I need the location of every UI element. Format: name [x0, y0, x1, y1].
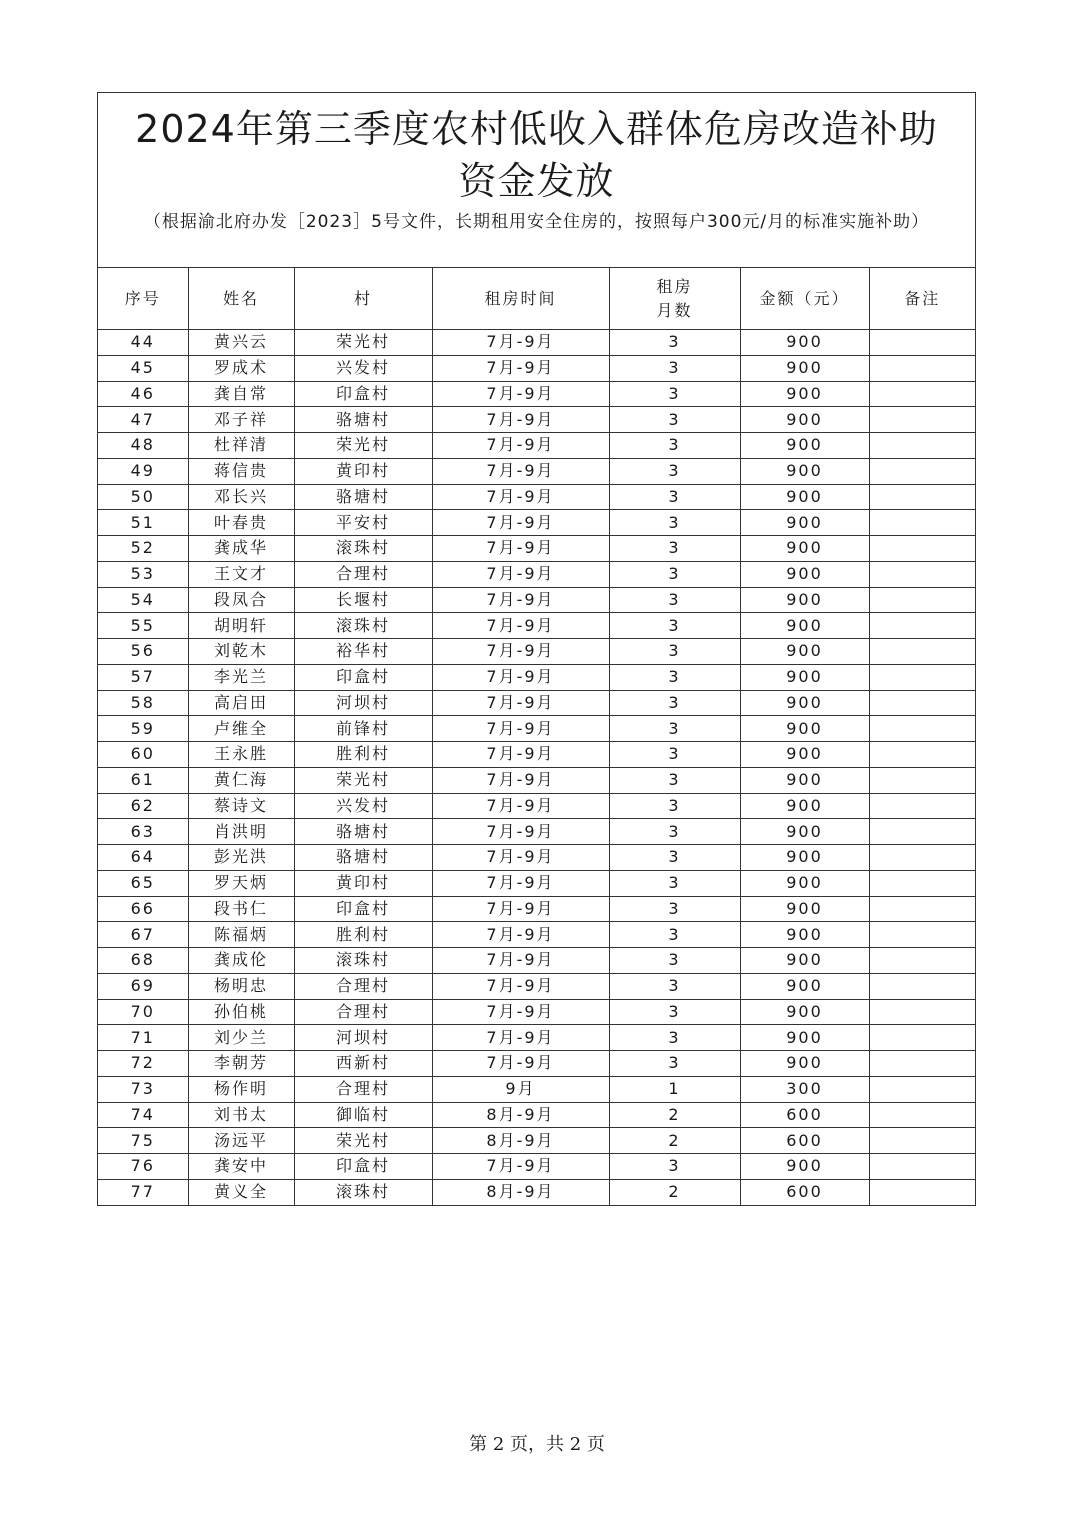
- row-rent-period: 7月-9月: [432, 767, 609, 793]
- row-amount: 900: [740, 1025, 869, 1051]
- table-row: [98, 793, 975, 819]
- row-village: 河坝村: [294, 690, 432, 716]
- row-amount: 900: [740, 948, 869, 974]
- row-months: 2: [609, 1102, 740, 1128]
- row-name: 段凤合: [188, 587, 294, 613]
- row-months: 3: [609, 407, 740, 433]
- row-amount: 900: [740, 793, 869, 819]
- row-rent-period: 7月-9月: [432, 999, 609, 1025]
- row-months: 3: [609, 613, 740, 639]
- table-body: [98, 330, 975, 1205]
- row-village: 合理村: [294, 999, 432, 1025]
- row-rent-period: 7月-9月: [432, 793, 609, 819]
- row-village: 合理村: [294, 561, 432, 587]
- row-name: 龚成伦: [188, 948, 294, 974]
- row-rent-period: 7月-9月: [432, 1051, 609, 1077]
- row-name: 黄仁海: [188, 767, 294, 793]
- row-amount: 900: [740, 922, 869, 948]
- row-village: 裕华村: [294, 639, 432, 665]
- row-name: 肖洪明: [188, 819, 294, 845]
- row-name: 蒋信贵: [188, 458, 294, 484]
- table-row: [98, 1102, 975, 1128]
- row-village: 兴发村: [294, 355, 432, 381]
- row-rent-period: 7月-9月: [432, 536, 609, 562]
- table-row: [98, 510, 975, 536]
- row-note: [869, 1076, 975, 1102]
- row-amount: 900: [740, 896, 869, 922]
- row-village: 长堰村: [294, 587, 432, 613]
- row-months: 3: [609, 484, 740, 510]
- row-number: 46: [98, 381, 188, 407]
- row-amount: 300: [740, 1076, 869, 1102]
- row-village: 骆塘村: [294, 407, 432, 433]
- row-note: [869, 536, 975, 562]
- table-row: [98, 742, 975, 768]
- row-amount: 900: [740, 433, 869, 459]
- row-months: 3: [609, 1051, 740, 1077]
- row-note: [869, 1025, 975, 1051]
- row-amount: 900: [740, 1154, 869, 1180]
- row-note: [869, 1051, 975, 1077]
- row-rent-period: 7月-9月: [432, 664, 609, 690]
- row-note: [869, 767, 975, 793]
- row-months: 3: [609, 845, 740, 871]
- row-note: [869, 716, 975, 742]
- row-months: 3: [609, 973, 740, 999]
- row-village: 御临村: [294, 1102, 432, 1128]
- row-village: 胜利村: [294, 922, 432, 948]
- row-rent-period: 7月-9月: [432, 1025, 609, 1051]
- row-name: 彭光洪: [188, 845, 294, 871]
- row-rent-period: 7月-9月: [432, 973, 609, 999]
- row-amount: 900: [740, 999, 869, 1025]
- row-note: [869, 742, 975, 768]
- table-row: [98, 973, 975, 999]
- row-village: 合理村: [294, 1076, 432, 1102]
- row-name: 陈福炳: [188, 922, 294, 948]
- row-months: 3: [609, 458, 740, 484]
- row-village: 胜利村: [294, 742, 432, 768]
- row-rent-period: 7月-9月: [432, 407, 609, 433]
- row-months: 3: [609, 561, 740, 587]
- table-row: [98, 330, 975, 356]
- row-months: 3: [609, 1154, 740, 1180]
- row-number: 61: [98, 767, 188, 793]
- row-village: 骆塘村: [294, 845, 432, 871]
- row-village: 骆塘村: [294, 819, 432, 845]
- row-rent-period: 7月-9月: [432, 896, 609, 922]
- row-note: [869, 330, 975, 356]
- row-number: 62: [98, 793, 188, 819]
- row-rent-period: 7月-9月: [432, 922, 609, 948]
- row-months: 3: [609, 742, 740, 768]
- row-amount: 900: [740, 484, 869, 510]
- row-number: 45: [98, 355, 188, 381]
- row-rent-period: 7月-9月: [432, 561, 609, 587]
- row-months: 3: [609, 767, 740, 793]
- row-amount: 900: [740, 819, 869, 845]
- row-number: 54: [98, 587, 188, 613]
- row-months: 3: [609, 433, 740, 459]
- row-rent-period: 7月-9月: [432, 948, 609, 974]
- row-village: 黄印村: [294, 870, 432, 896]
- row-name: 李光兰: [188, 664, 294, 690]
- row-name: 李朝芳: [188, 1051, 294, 1077]
- row-village: 印盒村: [294, 896, 432, 922]
- row-name: 邓子祥: [188, 407, 294, 433]
- row-months: 3: [609, 1025, 740, 1051]
- row-months: 2: [609, 1128, 740, 1154]
- row-months: 3: [609, 948, 740, 974]
- row-amount: 900: [740, 1051, 869, 1077]
- row-months: 3: [609, 381, 740, 407]
- row-village: 前锋村: [294, 716, 432, 742]
- row-number: 57: [98, 664, 188, 690]
- row-note: [869, 948, 975, 974]
- table-row: [98, 690, 975, 716]
- row-rent-period: 7月-9月: [432, 716, 609, 742]
- row-rent-period: 7月-9月: [432, 587, 609, 613]
- row-amount: 900: [740, 870, 869, 896]
- row-number: 55: [98, 613, 188, 639]
- row-months: 3: [609, 999, 740, 1025]
- row-amount: 900: [740, 639, 869, 665]
- row-name: 段书仁: [188, 896, 294, 922]
- row-number: 69: [98, 973, 188, 999]
- row-rent-period: 7月-9月: [432, 433, 609, 459]
- row-village: 荣光村: [294, 330, 432, 356]
- table-row: [98, 1051, 975, 1077]
- row-amount: 900: [740, 613, 869, 639]
- table-row: [98, 999, 975, 1025]
- row-amount: 900: [740, 381, 869, 407]
- header-months: 租房 月数: [609, 268, 740, 330]
- row-name: 龚自常: [188, 381, 294, 407]
- row-village: 河坝村: [294, 1025, 432, 1051]
- row-name: 罗成术: [188, 355, 294, 381]
- header-time: 租房时间: [432, 268, 609, 330]
- row-rent-period: 7月-9月: [432, 639, 609, 665]
- row-rent-period: 8月-9月: [432, 1179, 609, 1204]
- header-village: 村: [294, 268, 432, 330]
- row-rent-period: 7月-9月: [432, 458, 609, 484]
- row-village: 西新村: [294, 1051, 432, 1077]
- row-village: 滚珠村: [294, 948, 432, 974]
- row-number: 70: [98, 999, 188, 1025]
- row-months: 3: [609, 510, 740, 536]
- row-note: [869, 1128, 975, 1154]
- row-note: [869, 1179, 975, 1204]
- row-rent-period: 7月-9月: [432, 819, 609, 845]
- row-amount: 900: [740, 742, 869, 768]
- row-amount: 900: [740, 690, 869, 716]
- row-months: 3: [609, 896, 740, 922]
- row-name: 汤远平: [188, 1128, 294, 1154]
- row-note: [869, 690, 975, 716]
- table-row: [98, 484, 975, 510]
- row-months: 3: [609, 587, 740, 613]
- row-village: 合理村: [294, 973, 432, 999]
- row-rent-period: 8月-9月: [432, 1102, 609, 1128]
- row-rent-period: 7月-9月: [432, 870, 609, 896]
- row-name: 卢维全: [188, 716, 294, 742]
- row-note: [869, 999, 975, 1025]
- row-note: [869, 458, 975, 484]
- row-name: 刘乾木: [188, 639, 294, 665]
- document-subtitle: （根据渝北府办发［2023］5号文件，长期租用安全住房的，按照每户300元/月的标准实施补助）: [143, 212, 930, 232]
- row-number: 53: [98, 561, 188, 587]
- table-row: [98, 1076, 975, 1102]
- row-note: [869, 1102, 975, 1128]
- row-village: 滚珠村: [294, 613, 432, 639]
- table-row: [98, 639, 975, 665]
- row-note: [869, 793, 975, 819]
- row-note: [869, 407, 975, 433]
- row-amount: 600: [740, 1102, 869, 1128]
- row-note: [869, 381, 975, 407]
- row-name: 邓长兴: [188, 484, 294, 510]
- row-number: 64: [98, 845, 188, 871]
- row-number: 58: [98, 690, 188, 716]
- row-rent-period: 7月-9月: [432, 690, 609, 716]
- row-note: [869, 510, 975, 536]
- row-rent-period: 7月-9月: [432, 381, 609, 407]
- row-amount: 900: [740, 330, 869, 356]
- table-row: [98, 870, 975, 896]
- row-name: 刘少兰: [188, 1025, 294, 1051]
- table-row: [98, 613, 975, 639]
- row-note: [869, 845, 975, 871]
- row-rent-period: 9月: [432, 1076, 609, 1102]
- row-rent-period: 7月-9月: [432, 355, 609, 381]
- subsidy-table: [98, 268, 975, 1205]
- row-rent-period: 7月-9月: [432, 613, 609, 639]
- table-row: [98, 381, 975, 407]
- row-number: 44: [98, 330, 188, 356]
- table-row: [98, 433, 975, 459]
- row-note: [869, 922, 975, 948]
- row-village: 荣光村: [294, 433, 432, 459]
- row-months: 3: [609, 690, 740, 716]
- table-row: [98, 1025, 975, 1051]
- header-note: 备注: [869, 268, 975, 330]
- row-note: [869, 639, 975, 665]
- row-months: 1: [609, 1076, 740, 1102]
- table-header: [98, 268, 975, 330]
- row-note: [869, 819, 975, 845]
- row-note: [869, 613, 975, 639]
- row-name: 王文才: [188, 561, 294, 587]
- row-months: 3: [609, 922, 740, 948]
- row-name: 杨明忠: [188, 973, 294, 999]
- row-months: 3: [609, 793, 740, 819]
- row-name: 孙伯桃: [188, 999, 294, 1025]
- row-village: 滚珠村: [294, 536, 432, 562]
- row-number: 56: [98, 639, 188, 665]
- document-title: 2024年第三季度农村低收入群体危房改造补助资金发放: [135, 107, 938, 203]
- row-amount: 900: [740, 845, 869, 871]
- row-name: 蔡诗文: [188, 793, 294, 819]
- row-amount: 900: [740, 587, 869, 613]
- row-months: 2: [609, 1179, 740, 1204]
- row-village: 滚珠村: [294, 1179, 432, 1204]
- table-row: [98, 664, 975, 690]
- row-name: 龚安中: [188, 1154, 294, 1180]
- row-amount: 900: [740, 407, 869, 433]
- row-amount: 600: [740, 1179, 869, 1204]
- row-name: 刘书太: [188, 1102, 294, 1128]
- row-village: 印盒村: [294, 1154, 432, 1180]
- row-number: 60: [98, 742, 188, 768]
- row-amount: 900: [740, 458, 869, 484]
- row-name: 王永胜: [188, 742, 294, 768]
- row-rent-period: 7月-9月: [432, 1154, 609, 1180]
- table-row: [98, 355, 975, 381]
- row-name: 黄义全: [188, 1179, 294, 1204]
- row-rent-period: 7月-9月: [432, 484, 609, 510]
- table-row: [98, 767, 975, 793]
- table-row: [98, 896, 975, 922]
- row-months: 3: [609, 870, 740, 896]
- row-number: 63: [98, 819, 188, 845]
- row-number: 49: [98, 458, 188, 484]
- row-note: [869, 973, 975, 999]
- table-row: [98, 561, 975, 587]
- row-village: 平安村: [294, 510, 432, 536]
- row-number: 50: [98, 484, 188, 510]
- row-name: 高启田: [188, 690, 294, 716]
- table-row: [98, 458, 975, 484]
- row-months: 3: [609, 716, 740, 742]
- row-village: 印盒村: [294, 381, 432, 407]
- row-number: 51: [98, 510, 188, 536]
- table-row: [98, 407, 975, 433]
- row-note: [869, 561, 975, 587]
- row-number: 71: [98, 1025, 188, 1051]
- row-rent-period: 7月-9月: [432, 742, 609, 768]
- row-amount: 900: [740, 716, 869, 742]
- row-months: 3: [609, 639, 740, 665]
- row-village: 兴发村: [294, 793, 432, 819]
- table-row: [98, 536, 975, 562]
- row-number: 66: [98, 896, 188, 922]
- header-num: 序号: [98, 268, 188, 330]
- row-number: 74: [98, 1102, 188, 1128]
- table-row: [98, 819, 975, 845]
- row-name: 龚成华: [188, 536, 294, 562]
- row-months: 3: [609, 664, 740, 690]
- row-village: 印盒村: [294, 664, 432, 690]
- row-number: 59: [98, 716, 188, 742]
- table-row: [98, 587, 975, 613]
- row-amount: 900: [740, 767, 869, 793]
- row-village: 黄印村: [294, 458, 432, 484]
- row-number: 72: [98, 1051, 188, 1077]
- row-months: 3: [609, 330, 740, 356]
- row-number: 75: [98, 1128, 188, 1154]
- row-note: [869, 484, 975, 510]
- row-note: [869, 355, 975, 381]
- table-row: [98, 845, 975, 871]
- table-row: [98, 1128, 975, 1154]
- row-name: 罗天炳: [188, 870, 294, 896]
- row-note: [869, 433, 975, 459]
- row-name: 杜祥清: [188, 433, 294, 459]
- row-village: 骆塘村: [294, 484, 432, 510]
- row-months: 3: [609, 355, 740, 381]
- row-months: 3: [609, 536, 740, 562]
- row-amount: 900: [740, 355, 869, 381]
- row-months: 3: [609, 819, 740, 845]
- header-name: 姓名: [188, 268, 294, 330]
- row-number: 73: [98, 1076, 188, 1102]
- row-number: 48: [98, 433, 188, 459]
- title-block: [98, 93, 975, 268]
- row-number: 65: [98, 870, 188, 896]
- row-number: 76: [98, 1154, 188, 1180]
- row-amount: 900: [740, 664, 869, 690]
- row-village: 荣光村: [294, 1128, 432, 1154]
- row-amount: 600: [740, 1128, 869, 1154]
- row-note: [869, 664, 975, 690]
- row-village: 荣光村: [294, 767, 432, 793]
- row-number: 67: [98, 922, 188, 948]
- row-amount: 900: [740, 510, 869, 536]
- header-amount: 金额（元）: [740, 268, 869, 330]
- row-note: [869, 870, 975, 896]
- row-rent-period: 7月-9月: [432, 510, 609, 536]
- row-number: 77: [98, 1179, 188, 1204]
- row-amount: 900: [740, 973, 869, 999]
- row-name: 杨作明: [188, 1076, 294, 1102]
- table-row: [98, 1154, 975, 1180]
- table-row: [98, 716, 975, 742]
- document-sheet: [97, 92, 976, 1206]
- row-note: [869, 896, 975, 922]
- row-rent-period: 7月-9月: [432, 845, 609, 871]
- row-number: 68: [98, 948, 188, 974]
- row-name: 胡明轩: [188, 613, 294, 639]
- table-row: [98, 948, 975, 974]
- table-row: [98, 922, 975, 948]
- row-name: 叶春贵: [188, 510, 294, 536]
- row-number: 52: [98, 536, 188, 562]
- page-footer: 第 2 页，共 2 页: [469, 1434, 605, 1455]
- row-rent-period: 7月-9月: [432, 330, 609, 356]
- row-note: [869, 587, 975, 613]
- table-row: [98, 1179, 975, 1204]
- row-amount: 900: [740, 536, 869, 562]
- row-amount: 900: [740, 561, 869, 587]
- row-note: [869, 1154, 975, 1180]
- row-name: 黄兴云: [188, 330, 294, 356]
- row-number: 47: [98, 407, 188, 433]
- row-rent-period: 8月-9月: [432, 1128, 609, 1154]
